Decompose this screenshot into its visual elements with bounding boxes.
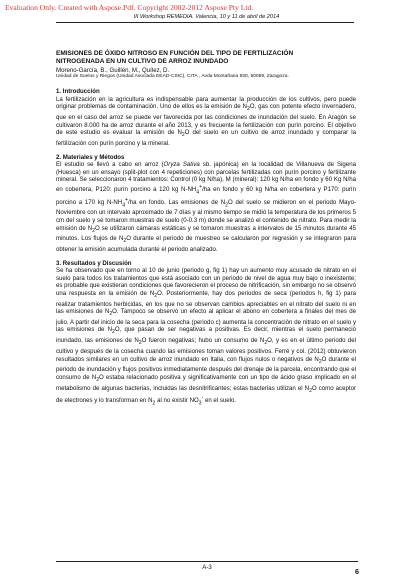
evaluation-watermark: Evaluation Only. Created with Aspose.Pdf. Copyright 2002-2012 Aspose Pty Ltd. (5, 3, 254, 12)
section-heading-introduction: 1. Introducción (56, 88, 100, 96)
section-heading-methods: 2. Materiales y Métodos (56, 153, 125, 161)
results-paragraph: Se ha observado que en torno al 10 de junio (periodo g, fig 1) hay un aumento muy acusado de nitrato en el suelo para todos los tratamientos que está asociado con un periodo de nivel de agua muy bajo o inexistente; es probable que existieran condiciones que favorecieron el proceso de nitrificación, sin embargo no se observó una respuesta en la emisión de $N_2O$. Posteriormente, hay dos periodos de seca (periodos h, fig 1) para realizar tratamientos herbicidas, en los que no se observan cambios apreciables en el nitrato del suelo ni en las emisiones de $N_2O$. Tampoco se observó un efecto al aplicar el abono en cobertera a finales del mes de julio. A partir del inicio de la seca para la cosecha (periodo c) aumenta la concentración de nitrato en el suelo y las emisiones de $N_2O$, que pasan de ser negativas a positivas. Es decir, mientras el suelo permaneció inundado, las emisiones de $N_2O$ fueron negativas; hubo un consumo de $N_2O$, y es en el último periodo del cultivo y después de la cosecha cuando las emisiones toman valores positivos. Ferré y col. (2012) obtuvieron resultados similares en un cultivo de arroz inundado en Italia, con flujos nulos o negativos de $N_2O$ durante el periodo de inundación y flujos positivos inmediatamente después del drenaje de la parcela, encontrando que el consumo de $N_2O$ estaba relacionado positiva y significativamente con un tipo de ácido graso implicado en el metabolismo de algunas bacterias, incluidas las desnitrificantes; estas bacterias utilizan el $N_2O$ como aceptor de electrones y lo transforman en $N_2$ al no existir $NO_3^-$ en el suelo. (56, 267, 357, 407)
header-rule (56, 22, 354, 23)
introduction-paragraph: La fertilización en la agricultura es indispensable para aumentar la producción de los cultivos, pero puede originar problemas de contaminación. Uno de ellos es la emisión de $N_2O$, gas con potente efecto invernadero, que en el caso del arroz se puede ver favorecida por las condiciones de inundación del suelo. En Aragón se cultivaron 8.000 ha de arroz durante el año 2013, y es frecuente la fertilización con purín porcino. El objetivo de este estudio es evaluar la emisión de $N_2O$ del suelo en un cultivo de arroz inundado y comparar la fertilización con purín porcino y la mineral. (56, 95, 356, 148)
workshop-header: III Workshop REMEDIA. Valencia, 10 y 11 de abril de 2014 (133, 14, 280, 20)
title-line-1: EMISIONES DE ÓXIDO NITROSO EN FUNCIÓN DEL TIPO DE FERTILIZACIÓN (56, 50, 294, 57)
title-line-2: NITROGENADA EN UN CULTIVO DE ARROZ INUNDADO (56, 58, 229, 66)
section-heading-results: 3. Resultados y Discusión (56, 259, 132, 267)
page-number: 6 (355, 567, 359, 576)
footer-section-label: A-3 (202, 564, 212, 571)
page-footer (56, 561, 359, 576)
affiliation: Unidad de Suelos y Riegos (Unidad Asociada EEAD-CSIC), CITA , Avda Montañana 930, 50059, Zaragoza. (56, 74, 289, 80)
article-title (56, 50, 356, 66)
article-body (56, 50, 356, 408)
authors: Moreno-García, B., Guillén, M., Quílez, D. (56, 66, 170, 74)
methods-paragraph: El estudio se llevó a cabo en arroz (Oryza Sativa sb. japónica) en la localidad de Villanueva de Sigena (Huesca) en un ensayo (split-plot con 4 repeticiones) con parcelas fertilizadas con purín porcino y fertilizante mineral. Se seleccionaron 4 tratamientos: Control (0 kg N/ha), M (mineral): 120 kg N/ha en fondo y 60 Kg N/ha en cobertera, P120: purín porcino a 120 kg $N-NH_4^+/ha$ en fondo y 60 kg N/ha en cobertera y P170: purín porcino a 170 kg $N-NH_4^+/ha$ en fondo. Las emisiones de $N_2O$ del suelo se midieron en el periodo Mayo-Noviembre con un intervalo aproximado de 7 días y al mismo tiempo se midió la temperatura de los primeros 5 cm del suelo y se tomaron muestras de suelo (0-0.3 m) donde se analizó el contenido de nitrato. Para medir la emisión de $N_2O$ se utilizaron cámaras estáticas y se tomaron muestras a intervalos de 15 minutos durante 45 minutos. Los flujos de $N_2O$ durante el periodo de muestreo se calcularon por regresión y se integraron para obtener la emisión acumulada durante el periodo analizado. (56, 161, 357, 254)
